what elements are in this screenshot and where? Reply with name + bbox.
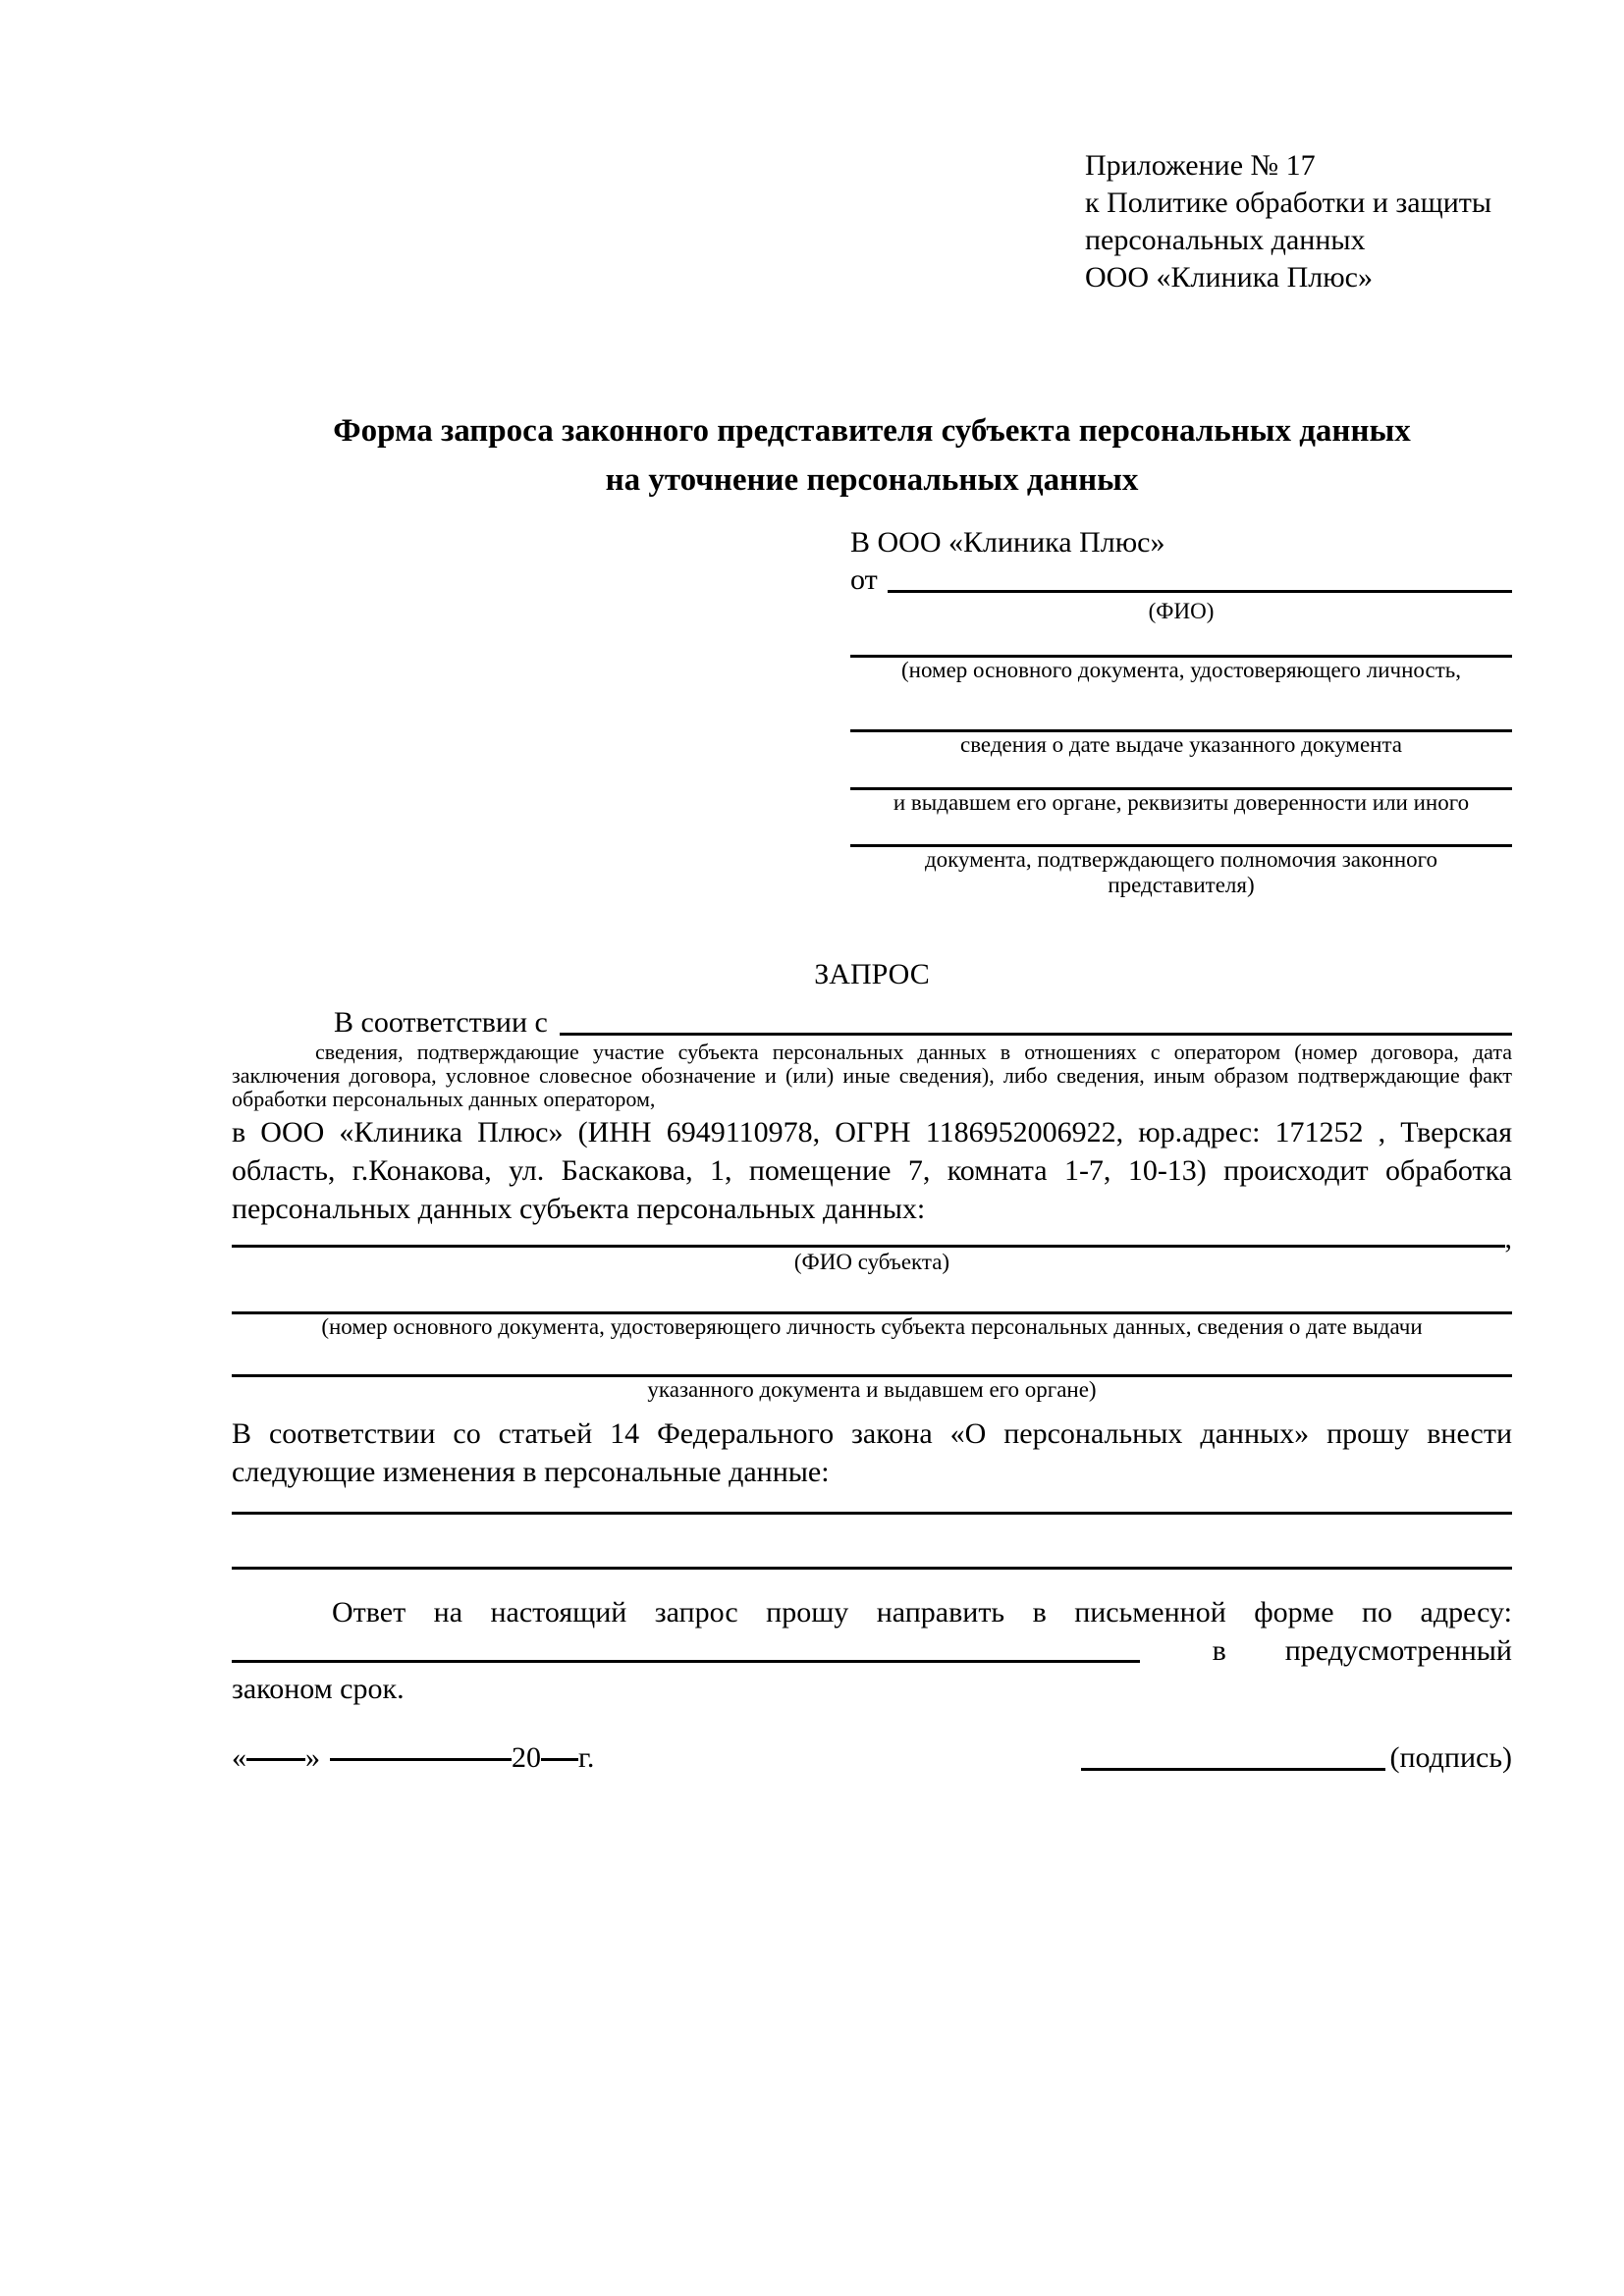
- document-content: [232, 0, 1512, 1777]
- appendix-line: персональных данных: [1085, 224, 1366, 256]
- subject-doc-caption: (номер основного документа, удостоверяющего личность субъекта персональных данных, сведения о дате выдачи: [321, 1314, 1423, 1339]
- article-paragraph: В соответствии со статьей 14 Федерального закона «О персональных данных» прошу внести следующие изменения в персональные данные:: [232, 1417, 1512, 1488]
- intro-caption: сведения, подтверждающие участие субъекта персональных данных в отношениях с оператором (номер договора, дата заключения договора, условное словесное обозначение и (или) иные сведения), либо сведения, иным образом подтверждающие факт обработки персональных данных оператором,: [232, 1040, 1512, 1111]
- answer-line3: законом срок.: [232, 1673, 405, 1705]
- date-year-fill[interactable]: [541, 1754, 578, 1761]
- appendix-line: к Политике обработки и защиты: [1085, 187, 1492, 219]
- answer-word-predusmotrenny: предусмотренный: [1284, 1634, 1512, 1667]
- fio-subject-row: [232, 1222, 1512, 1255]
- issuer-caption: и выдавшем его органе, реквизиты доверенности или иного: [893, 790, 1470, 815]
- date-year-suffix: г.: [578, 1741, 595, 1774]
- intro-label: В соответствии с: [334, 1006, 548, 1039]
- address-fill-line[interactable]: [232, 1660, 1140, 1663]
- page-title: [232, 406, 1512, 505]
- signature-fill-line[interactable]: [1081, 1764, 1385, 1771]
- changes-fill-line-2[interactable]: [232, 1567, 1512, 1570]
- subject-doc-issuer-caption: указанного документа и выдавшем его органе): [647, 1377, 1097, 1402]
- intro-fill-line[interactable]: [560, 1033, 1512, 1036]
- from-row: [850, 561, 1512, 599]
- page-title-line2: на уточнение персональных данных: [605, 462, 1139, 498]
- date-group: [232, 1739, 594, 1777]
- signature-caption: (подпись): [1389, 1741, 1512, 1774]
- fio-caption: (ФИО): [1148, 599, 1215, 623]
- appendix-block: [1085, 0, 1512, 296]
- fio-subject-fill-line[interactable]: [232, 1245, 1505, 1248]
- recipient-org: В ООО «Клиника Плюс»: [850, 526, 1165, 559]
- request-heading: ЗАПРОС: [814, 958, 930, 990]
- from-fill-line[interactable]: [888, 590, 1512, 593]
- changes-fill-line-1[interactable]: [232, 1512, 1512, 1515]
- date-year-prefix: 20: [512, 1741, 541, 1774]
- date-signature-row: [232, 1739, 1512, 1777]
- appendix-line: ООО «Клиника Плюс»: [1085, 261, 1373, 294]
- answer-line1: Ответ на настоящий запрос прошу направить в письменной форме по адресу:: [332, 1596, 1512, 1629]
- issue-date-caption: сведения о дате выдаче указанного документа: [959, 732, 1403, 757]
- answer-address-row: [232, 1631, 1512, 1670]
- operator-paragraph: в ООО «Клиника Плюс» (ИНН 6949110978, ОГРН 1186952006922, юр.адрес: 171252 , Тверская область, г.Конакова, ул. Баскакова, 1, помещение 7, комната 1-7, 10-13) происходит обработка персональных данных субъекта персональных данных:: [232, 1116, 1512, 1225]
- doc-number-caption: (номер основного документа, удостоверяющего личность,: [900, 658, 1461, 682]
- intro-row: [232, 1005, 1512, 1041]
- date-open-quote: «: [232, 1741, 246, 1774]
- signature-group: [1081, 1739, 1512, 1777]
- date-month-fill[interactable]: [330, 1754, 512, 1761]
- answer-word-v: в: [1212, 1634, 1226, 1667]
- fio-subject-caption: (ФИО субъекта): [793, 1250, 950, 1274]
- trailing-comma: ,: [1504, 1222, 1512, 1255]
- date-day-fill[interactable]: [246, 1754, 305, 1761]
- appendix-line: Приложение № 17: [1085, 149, 1316, 182]
- from-label: от: [850, 563, 878, 596]
- date-close-quote: »: [305, 1741, 320, 1774]
- recipient-block: [850, 524, 1512, 898]
- page-title-line1: Форма запроса законного представителя субъекта персональных данных: [333, 413, 1411, 449]
- authority-doc-caption: документа, подтверждающего полномочия законного представителя): [924, 847, 1437, 897]
